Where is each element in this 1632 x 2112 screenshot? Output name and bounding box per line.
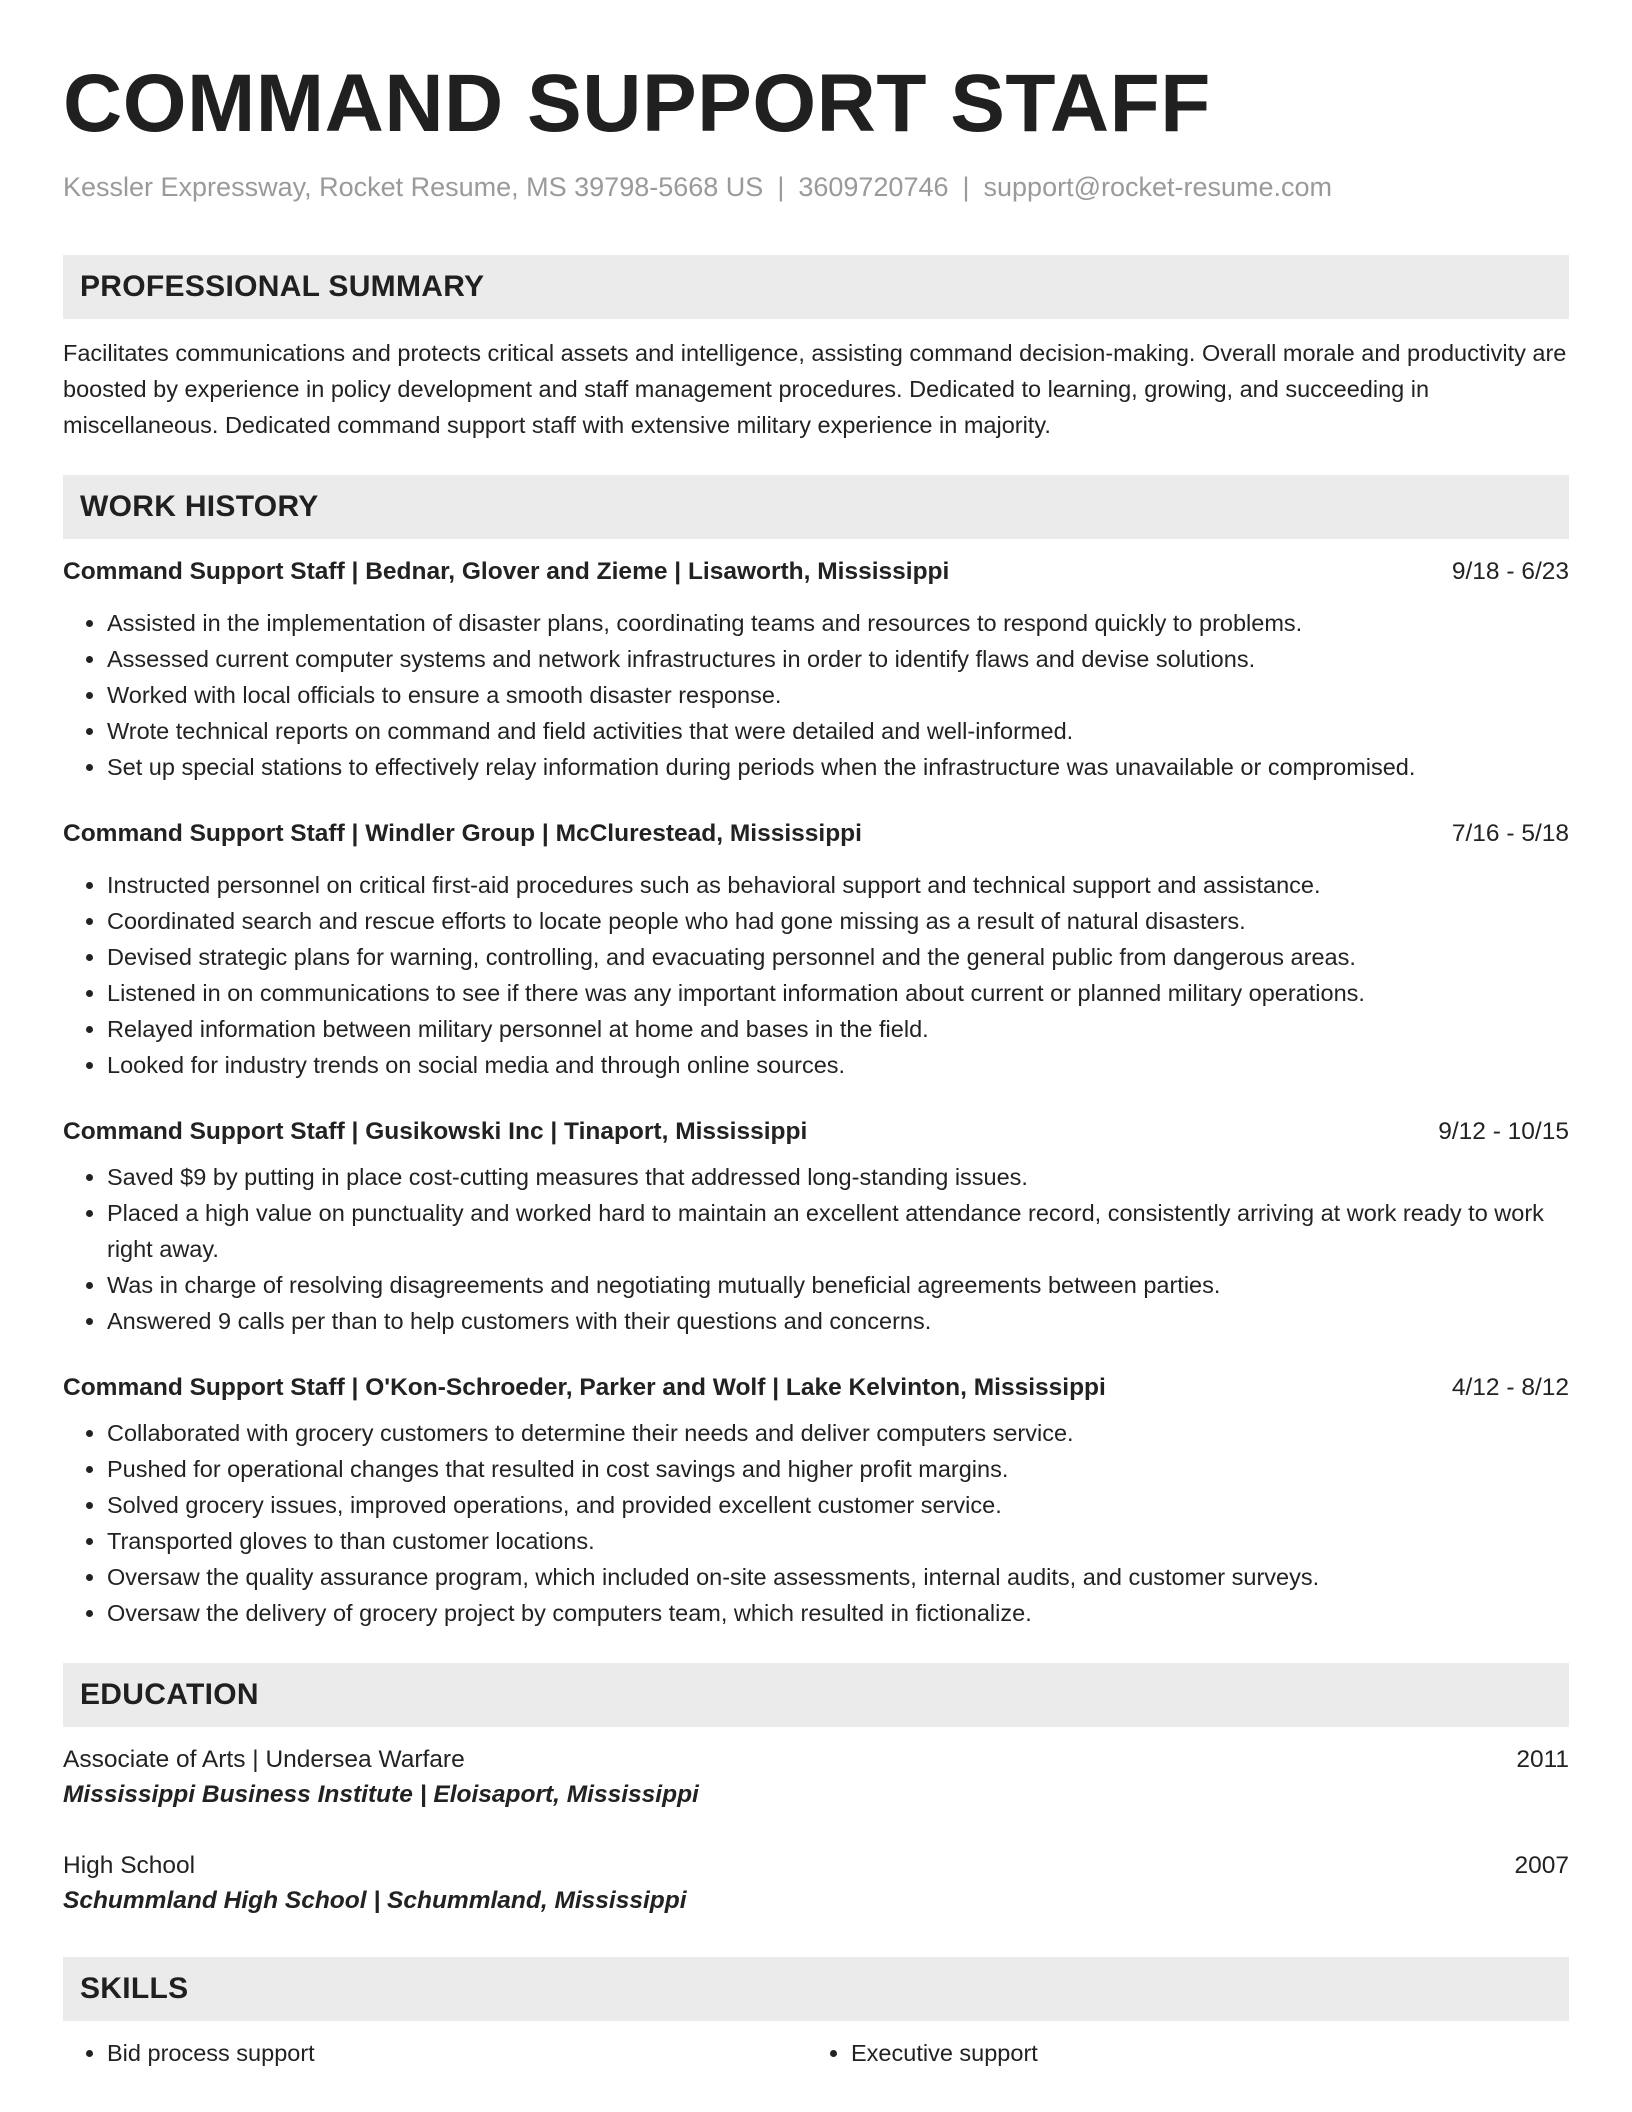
- education-entry: [63, 1849, 1569, 1919]
- skills-list: [63, 2035, 1569, 2071]
- contact-address: Kessler Expressway, Rocket Resume, MS 39798-5668 US: [63, 172, 764, 202]
- list-item: • Looked for industry trends on social media and through online sources.: [107, 1047, 1569, 1083]
- section-heading-skills: SKILLS: [63, 1957, 1569, 2021]
- list-item: • Assisted in the implementation of disaster plans, coordinating teams and resources to respond quickly to problems.: [107, 605, 1569, 641]
- list-item: • Assessed current computer systems and network infrastructures in order to identify flaws and devise solutions.: [107, 641, 1569, 677]
- education-header: [63, 1743, 1569, 1777]
- list-item: • Collaborated with grocery customers to determine their needs and deliver computers service.: [107, 1415, 1569, 1451]
- job-dates: 9/18 - 6/23: [1451, 558, 1569, 585]
- contact-phone: 3609720746: [798, 172, 949, 202]
- list-item: • Listened in on communications to see if there was any important information about current or planned military operations.: [107, 975, 1569, 1011]
- education-school: Mississippi Business Institute | Eloisaport, Mississippi: [63, 1781, 699, 1808]
- education-year: 2011: [1516, 1746, 1569, 1773]
- job-entry: [63, 1371, 1569, 1631]
- list-item: • Worked with local officials to ensure a smooth disaster response.: [107, 677, 1569, 713]
- education-year: 2007: [1514, 1852, 1569, 1879]
- job-dates: 7/16 - 5/18: [1451, 820, 1569, 847]
- job-bullets: [63, 1415, 1569, 1631]
- list-item: • Oversaw the delivery of grocery project by computers team, which resulted in fictionalize.: [107, 1595, 1569, 1631]
- job-entry: [63, 817, 1569, 1083]
- job-bullets: [63, 867, 1569, 1083]
- list-item: • Wrote technical reports on command and field activities that were detailed and well-informed.: [107, 713, 1569, 749]
- list-item: • Transported gloves to than customer locations.: [107, 1523, 1569, 1559]
- list-item: • Answered 9 calls per than to help customers with their questions and concerns.: [107, 1303, 1569, 1339]
- contact-email: support@rocket-resume.com: [983, 172, 1333, 202]
- summary-text: Facilitates communications and protects critical assets and intelligence, assisting command decision-making. Overall morale and productivity are boosted by experience in policy development and staff management procedures. Dedicated to learning, growing, and succeeding in miscellaneous. Dedicated command support staff with extensive military experience in majority.: [63, 340, 1567, 438]
- job-title: Command Support Staff | O'Kon-Schroeder, Parker and Wolf | Lake Kelvinton, Mississippi: [63, 1374, 1106, 1401]
- education-school: Schummland High School | Schummland, Mississippi: [63, 1887, 687, 1914]
- job-header: [63, 1371, 1569, 1405]
- job-header: [63, 1115, 1569, 1149]
- candidate-name: COMMAND SUPPORT STAFF: [63, 58, 1211, 149]
- job-header: [63, 817, 1569, 851]
- job-dates: 4/12 - 8/12: [1451, 1374, 1569, 1401]
- list-item: • Oversaw the quality assurance program, which included on-site assessments, internal audits, and customer surveys.: [107, 1559, 1569, 1595]
- job-title: Command Support Staff | Bednar, Glover and Zieme | Lisaworth, Mississippi: [63, 558, 950, 585]
- education-entry: [63, 1743, 1569, 1813]
- section-heading-summary: PROFESSIONAL SUMMARY: [63, 255, 1569, 319]
- job-entry: [63, 555, 1569, 785]
- job-bullets: [63, 605, 1569, 785]
- list-item: • Pushed for operational changes that resulted in cost savings and higher profit margins.: [107, 1451, 1569, 1487]
- list-item: • Coordinated search and rescue efforts to locate people who had gone missing as a result of natural disasters.: [107, 903, 1569, 939]
- contact-separator: |: [777, 172, 785, 202]
- list-item: • Solved grocery issues, improved operations, and provided excellent customer service.: [107, 1487, 1569, 1523]
- job-header: [63, 555, 1569, 589]
- skills-column-right: [807, 2035, 1551, 2071]
- list-item: • Instructed personnel on critical first-aid procedures such as behavioral support and technical support and assistance.: [107, 867, 1569, 903]
- list-item: • Saved $9 by putting in place cost-cutting measures that addressed long-standing issues.: [107, 1159, 1569, 1195]
- list-item: • Was in charge of resolving disagreements and negotiating mutually beneficial agreements between parties.: [107, 1267, 1569, 1303]
- contact-line: [63, 170, 1569, 204]
- education-header: [63, 1849, 1569, 1883]
- list-item: • Devised strategic plans for warning, controlling, and evacuating personnel and the general public from dangerous areas.: [107, 939, 1569, 975]
- list-item: • Set up special stations to effectively relay information during periods when the infrastructure was unavailable or compromised.: [107, 749, 1569, 785]
- skills-column-left: [63, 2035, 807, 2071]
- section-heading-work-history: WORK HISTORY: [63, 475, 1569, 539]
- skill-item: • Executive support: [851, 2035, 1551, 2071]
- list-item: • Relayed information between military personnel at home and bases in the field.: [107, 1011, 1569, 1047]
- job-entry: [63, 1115, 1569, 1339]
- skill-item: • Bid process support: [107, 2035, 807, 2071]
- job-title: Command Support Staff | Windler Group | McClurestead, Mississippi: [63, 820, 862, 847]
- education-degree: High School: [63, 1852, 196, 1879]
- section-heading-education: EDUCATION: [63, 1663, 1569, 1727]
- job-bullets: [63, 1159, 1569, 1339]
- job-title: Command Support Staff | Gusikowski Inc | Tinaport, Mississippi: [63, 1118, 808, 1145]
- education-degree: Associate of Arts | Undersea Warfare: [63, 1746, 465, 1773]
- contact-separator: |: [962, 172, 970, 202]
- list-item: • Placed a high value on punctuality and worked hard to maintain an excellent attendance record, consistently arriving at work ready to work right away.: [107, 1195, 1569, 1267]
- job-dates: 9/12 - 10/15: [1438, 1118, 1569, 1145]
